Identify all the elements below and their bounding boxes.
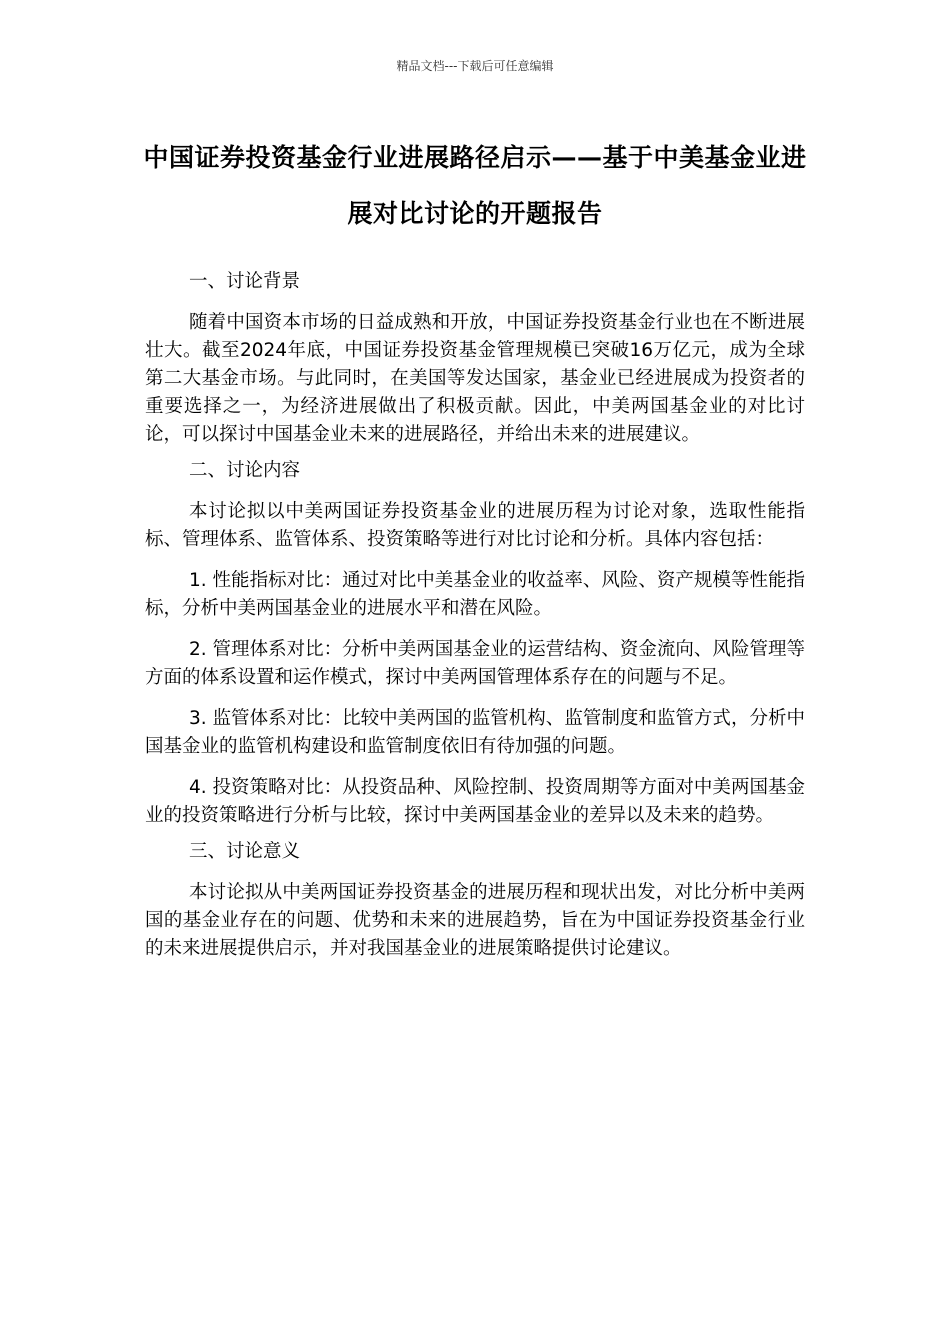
document-title: 中国证券投资基金行业进展路径启示——基于中美基金业进展对比讨论的开题报告: [143, 143, 807, 228]
paragraph-content-intro: 本讨论拟以中美两国证券投资基金业的进展历程为讨论对象，选取性能指标、管理体系、监管体系、投资策略等进行对比讨论和分析。具体内容包括：: [145, 501, 805, 550]
document-body: [145, 268, 805, 963]
paragraph-content-item-1: 1. 性能指标对比：通过对比中美基金业的收益率、风险、资产规模等性能指标，分析中美两国基金业的进展水平和潜在风险。: [145, 570, 805, 619]
paragraph-content-item-4: 4. 投资策略对比：从投资品种、风险控制、投资周期等方面对中美两国基金业的投资策略进行分析与比较，探讨中美两国基金业的差异以及未来的趋势。: [145, 777, 805, 826]
paragraph-content-item-3: 3. 监管体系对比：比较中美两国的监管机构、监管制度和监管方式，分析中国基金业的监管机构建设和监管制度依旧有待加强的问题。: [145, 708, 805, 757]
paragraph-background: 随着中国资本市场的日益成熟和开放，中国证券投资基金行业也在不断进展壮大。截至2024年底，中国证券投资基金管理规模已突破16万亿元，成为全球第二大基金市场。与此同时，在美国等发达国家，基金业已经进展成为投资者的重要选择之一，为经济进展做出了积极贡献。因此，中美两国基金业的对比讨论，可以探讨中国基金业未来的进展路径，并给出未来的进展建议。: [145, 312, 805, 445]
section-heading-background: 一、讨论背景: [189, 271, 301, 292]
page-header: 精品文档---下载后可任意编辑: [396, 59, 554, 73]
section-heading-content: 二、讨论内容: [189, 460, 301, 481]
paragraph-content-item-2: 2. 管理体系对比：分析中美两国基金业的运营结构、资金流向、风险管理等方面的体系设置和运作模式，探讨中美两国管理体系存在的问题与不足。: [145, 639, 805, 688]
paragraph-significance: 本讨论拟从中美两国证券投资基金的进展历程和现状出发，对比分析中美两国的基金业存在的问题、优势和未来的进展趋势，旨在为中国证券投资基金行业的未来进展提供启示，并对我国基金业的进展策略提供讨论建议。: [145, 882, 805, 959]
section-heading-significance: 三、讨论意义: [189, 841, 301, 862]
